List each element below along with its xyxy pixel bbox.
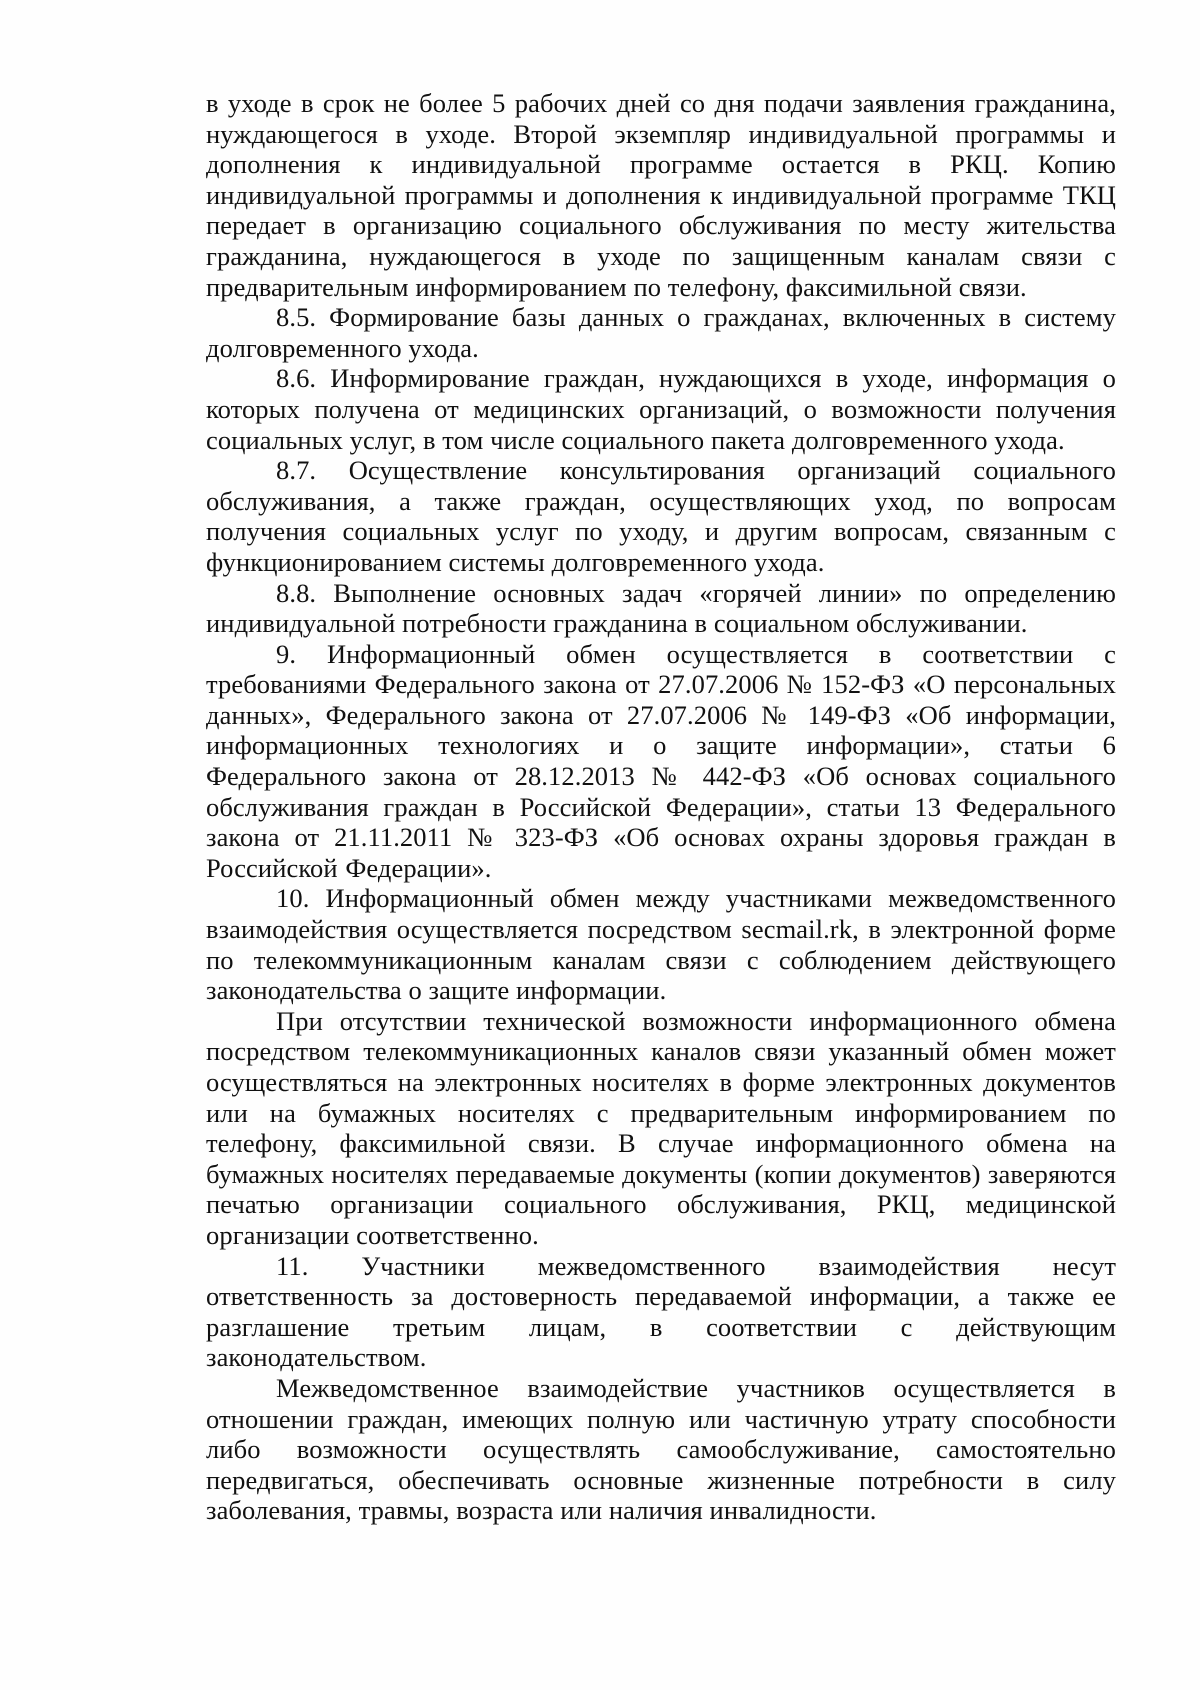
paragraph-8-5: 8.5. Формирование базы данных о гражданах, включенных в систему долговременного ухода. [206,302,1116,363]
paragraph-9: 9. Информационный обмен осуществляется в соответствии с требованиями Федерального закона от 27.07.2006 № 152-ФЗ «О персональных данных», Федерального закона от 27.07.2006 № 149-ФЗ «Об информации, информационных технологиях и о защите информации», статьи 6 Федерального закона от 28.12.2013 № 442-ФЗ «Об основах социального обслуживания граждан в Российской Федерации», статьи 13 Федерального закона от 21.11.2011 № 323-ФЗ «Об основах охраны здоровья граждан в Российской Федерации». [206,638,1116,883]
paragraph-11: 11. Участники межведомственного взаимодействия несут ответственность за достоверность передаваемой информации, а также ее разглашение третьим лицам, в соответствии с действующим законодательством. [206,1250,1116,1373]
paragraph-10-note: При отсутствии технической возможности информационного обмена посредством телекоммуникационных каналов связи указанный обмен может осуществляться на электронных носителях в форме электронных документов или на бумажных носителях с предварительным информированием по телефону, факсимильной связи. В случае информационного обмена на бумажных носителях передаваемые документы (копии документов) заверяются печатью организации социального обслуживания, РКЦ, медицинской организации соответственно. [206,1005,1116,1250]
paragraph-8-6: 8.6. Информирование граждан, нуждающихся в уходе, информация о которых получена от медицинских организаций, о возможности получения социальных услуг, в том числе социального пакета долговременного ухода. [206,363,1116,455]
paragraph-11-note: Межведомственное взаимодействие участников осуществляется в отношении граждан, имеющих полную или частичную утрату способности либо возможности осуществлять самообслуживание, самостоятельно передвигаться, обеспечивать основные жизненные потребности в силу заболевания, травмы, возраста или наличия инвалидности. [206,1372,1116,1526]
paragraph-8-8: 8.8. Выполнение основных задач «горячей линии» по определению индивидуальной потребности гражданина в социальном обслуживании. [206,577,1116,639]
paragraph-continuation: в уходе в срок не более 5 рабочих дней со дня подачи заявления гражданина, нуждающегося в уходе. Второй экземпляр индивидуальной программы и дополнения к индивидуальной программе остается в РКЦ. Копию индивидуальной программы и дополнения к индивидуальной программе ТКЦ передает в организацию социального обслуживания по месту жительства гражданина, нуждающегося в уходе по защищенным каналам связи с предварительным информированием по телефону, факсимильной связи. [206,88,1116,302]
paragraph-8-7: 8.7. Осуществление консультирования организаций социального обслуживания, а также граждан, осуществляющих уход, по вопросам получения социальных услуг по уходу, и другим вопросам, связанным с функционированием системы долговременного ухода. [206,455,1116,577]
document-body [206,88,1116,1526]
paragraph-10: 10. Информационный обмен между участниками межведомственного взаимодействия осуществляется посредством secmail.rk, в электронной форме по телекоммуникационным каналам связи с соблюдением действующего законодательства о защите информации. [206,883,1116,1006]
